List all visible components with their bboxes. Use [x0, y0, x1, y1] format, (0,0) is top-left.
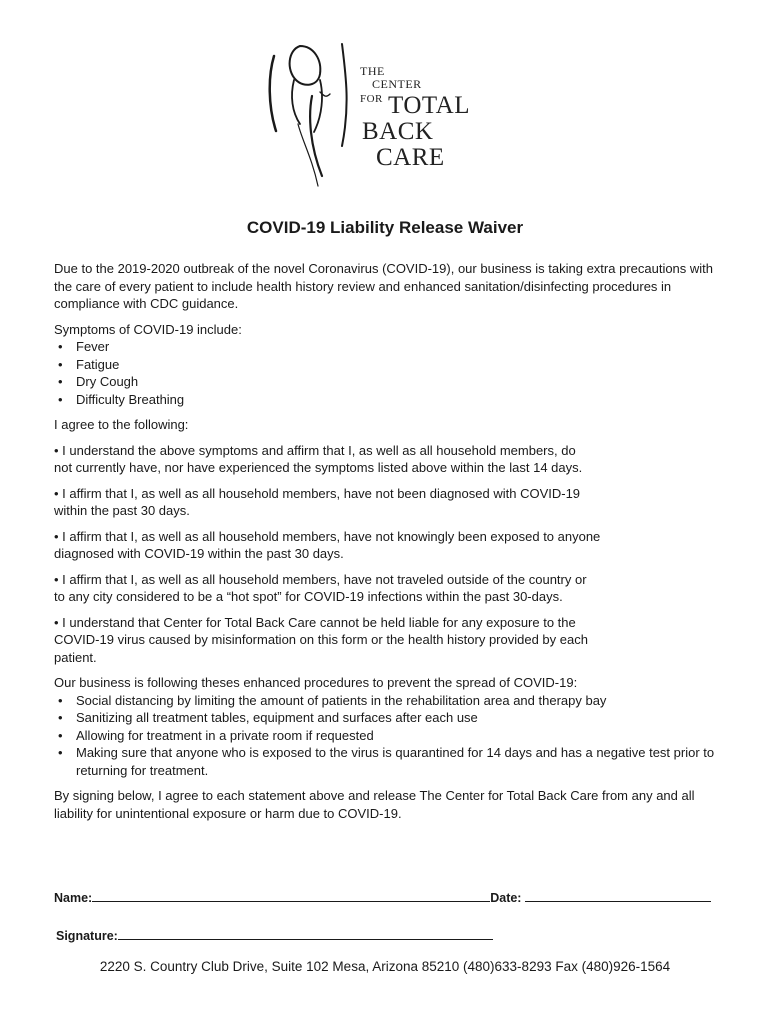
- statement-paragraph: • I affirm that I, as well as all household members, have not traveled outside of the country or to any city considered to be a “hot spot” for COVID-19 infections within the past 30-days.: [54, 571, 587, 604]
- procedures-heading: Our business is following theses enhanced procedures to prevent the spread of COVID-19:: [54, 675, 578, 690]
- name-label: Name:: [54, 891, 93, 905]
- date-label: Date:: [490, 891, 522, 905]
- closing-paragraph: By signing below, I agree to each statement above and release The Center for Total Back Care from any and all liability for unintentional exposure or harm due to COVID-19.: [54, 788, 695, 821]
- symptoms-list: [54, 338, 724, 408]
- logo-text-back: BACK: [362, 118, 434, 145]
- date-field[interactable]: [525, 889, 711, 902]
- document-title: COVID-19 Liability Release Waiver: [246, 218, 524, 237]
- name-field[interactable]: [92, 889, 490, 902]
- list-item: • Difficulty Breathing: [76, 391, 724, 409]
- statement-paragraph: • I affirm that I, as well as all household members, have not been diagnosed with COVID-19 within the past 30 days.: [54, 485, 581, 518]
- logo-text-for: FOR: [360, 93, 383, 105]
- procedures-list: [54, 692, 724, 780]
- logo-text-care: CARE: [376, 144, 445, 171]
- list-item: • Making sure that anyone who is exposed to the virus is quarantined for 14 days and has a negative test prior to returning for treatment.: [76, 744, 724, 779]
- signature-row: [56, 927, 493, 943]
- list-item: • Fever: [76, 338, 724, 356]
- agree-heading: I agree to the following:: [54, 417, 189, 432]
- statement-paragraph: • I affirm that I, as well as all household members, have not knowingly been exposed to anyone diagnosed with COVID-19 within the past 30 days.: [54, 528, 601, 561]
- logo-text-center: CENTER: [372, 77, 422, 91]
- name-date-row: [54, 889, 711, 905]
- statement-paragraph: • I understand the above symptoms and affirm that I, as well as all household members, do not currently have, nor have experienced the symptoms listed above within the last 14 days.: [54, 442, 583, 475]
- footer-address: 2220 S. Country Club Drive, Suite 102 Mesa, Arizona 85210 (480)633-8293 Fax (480)926-1564: [99, 959, 671, 974]
- logo-text-the: THE: [360, 64, 385, 78]
- signature-label: Signature:: [56, 929, 118, 943]
- signature-field[interactable]: [118, 927, 493, 940]
- list-item: • Allowing for treatment in a private room if requested: [76, 727, 724, 745]
- list-item: • Dry Cough: [76, 373, 724, 391]
- statement-paragraph: • I understand that Center for Total Back Care cannot be held liable for any exposure to the COVID-19 virus caused by misinformation on this form or the health history provided by each patient.: [54, 614, 588, 665]
- symptoms-heading: Symptoms of COVID-19 include:: [54, 321, 242, 337]
- waiver-body: [54, 260, 724, 830]
- logo-text-total: TOTAL: [388, 92, 470, 119]
- intro-paragraph: Due to the 2019-2020 outbreak of the novel Coronavirus (COVID-19), our business is taking extra precautions with the care of every patient to include health history review and enhanced sanitation/disinfecting procedures in compliance with CDC guidance.: [54, 261, 714, 311]
- list-item: • Fatigue: [76, 356, 724, 374]
- list-item: • Sanitizing all treatment tables, equipment and surfaces after each use: [76, 709, 724, 727]
- list-item: • Social distancing by limiting the amount of patients in the rehabilitation area and therapy bay: [76, 692, 724, 710]
